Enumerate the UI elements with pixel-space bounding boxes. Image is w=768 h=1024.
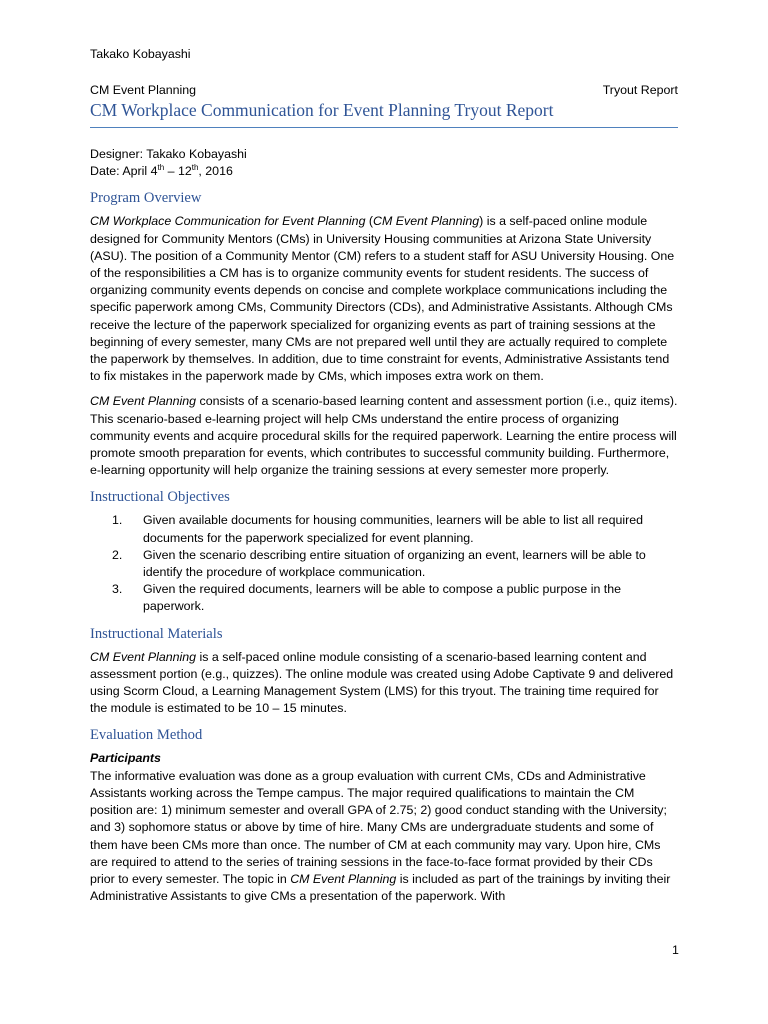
header-author: Takako Kobayashi: [90, 47, 191, 61]
list-item-text: Given available documents for housing communities, learners will be able to list all required documents for the paperwork specialized for event planning.: [143, 513, 644, 545]
page-number: 1: [672, 943, 679, 957]
italic-program-short: CM Event Planning: [90, 394, 197, 409]
paragraph-text: is included as part of the trainings by inviting their Administrative Assistants to give CMs a presentation of the paperwork. With: [90, 871, 671, 904]
document-title: CM Workplace Communication for Event Planning Tryout Report: [90, 99, 678, 128]
list-item: [90, 581, 678, 615]
list-item-number: 2.: [112, 547, 123, 562]
paragraph-text: is a self-paced online module consisting of a scenario-based learning content and assessment portion (e.g., quizzes). The online module was created using Adobe Captivate 9 and delivered using Scorm Cloud, a Learning Management System (LMS) for this tryout. The training time required for the module is estimated to be 10 – 15 minutes.: [90, 649, 674, 716]
italic-program-short: CM Event Planning: [373, 214, 480, 229]
running-header-report-type: Tryout Report: [602, 83, 678, 97]
list-item: [90, 547, 678, 581]
running-header: [90, 82, 678, 99]
objectives-list: [90, 512, 678, 615]
list-item-text: Given the scenario describing entire situation of organizing an event, learners will be able to identify the procedure of workplace communication.: [143, 547, 646, 580]
participants-paragraph: [90, 768, 678, 906]
italic-program-title: CM Workplace Communication for Event Planning: [90, 214, 366, 229]
list-item: [90, 512, 678, 546]
document-body: [90, 146, 678, 913]
date-prefix: Date: April 4: [90, 164, 158, 179]
italic-program-short: CM Event Planning: [290, 871, 397, 886]
list-item-number: 1.: [112, 513, 123, 528]
materials-paragraph: [90, 649, 678, 718]
paragraph-text: The informative evaluation was done as a group evaluation with current CMs, CDs and Administrative Assistants working across the Tempe campus. The major required qualifications to maintain the CM position are: 1) minimum semester and overall GPA of 2.75; 2) good conduct standing with the University; and 3) sophomore status or above by time of hire. Many CMs are undergraduate students and some of them have been CMs more than once. The number of CM at each community may vary. Upon hire, CMs are required to attend to the series of training sessions in the face-to-face format provided by their CDs prior to every semester. The topic in: [90, 768, 667, 886]
section-heading-program-overview: Program Overview: [90, 190, 202, 207]
section-heading-evaluation-method: Evaluation Method: [90, 727, 203, 744]
italic-program-short: CM Event Planning: [90, 649, 197, 664]
list-item-number: 3.: [112, 582, 123, 597]
overview-paragraph-2: [90, 393, 678, 479]
paragraph-text: (: [365, 214, 374, 229]
date-line: [90, 163, 678, 180]
date-superscript-2: th: [191, 163, 199, 173]
overview-paragraph-1: [90, 213, 678, 385]
designer-line: Designer: Takako Kobayashi: [90, 147, 247, 161]
date-mid: – 12: [164, 164, 192, 179]
paragraph-text: ) is a self-paced online module designed for Community Mentors (CMs) in University Housing communities at Arizona State University (ASU). The position of a Community Mentor (CM) refers to a student staff for ASU University Housing. One of the responsibilities a CM has is to organize community events for student residents. The success of organizing community events depends on concise and complete workplace communications including the specific paperwork among CMs, Community Directors (CDs), and Administrative Assistants. Although CMs receive the lecture of the paperwork specialized for organizing events as part of training sessions at the beginning of every semester, many CMs are not prepared well until they are actually required to complete the paperwork by themselves. In addition, due to time constraint for events, Administrative Assistants tend to fix mistakes in the paperwork made by CMs, which imposes extra work on them.: [90, 214, 675, 384]
section-heading-instructional-objectives: Instructional Objectives: [90, 489, 230, 506]
date-suffix: , 2016: [198, 164, 233, 179]
running-header-short-title: CM Event Planning: [90, 83, 197, 97]
date-superscript-1: th: [157, 163, 165, 173]
section-heading-instructional-materials: Instructional Materials: [90, 625, 223, 642]
paragraph-text: consists of a scenario-based learning content and assessment portion (i.e., quiz items). This scenario-based e-learning project will help CMs understand the entire process of organizing community events and acquire procedural skills for the required paperwork. Learning the entire process will promote smooth preparation for events, which contributes to successful community building. Furthermore, e-learning opportunity will help organize the training sessions at every semester more properly.: [90, 394, 678, 478]
subheading-participants: Participants: [90, 751, 161, 766]
list-item-text: Given the required documents, learners will be able to compose a public purpose in the paperwork.: [143, 582, 622, 614]
